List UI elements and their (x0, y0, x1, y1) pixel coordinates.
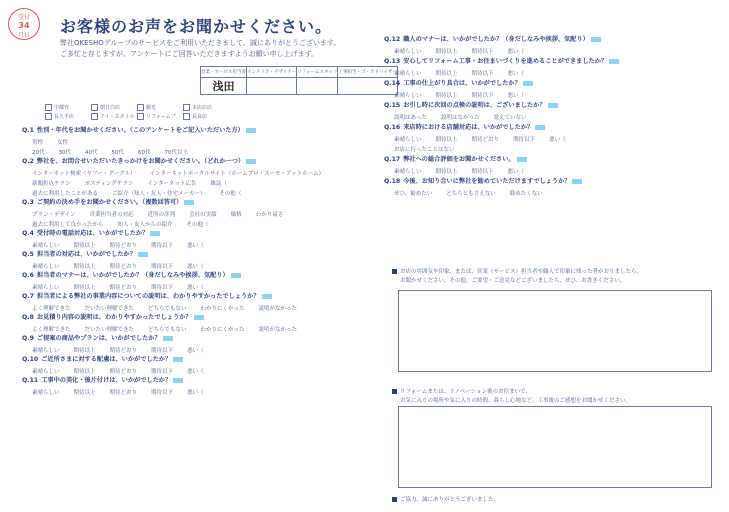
store-row (45, 113, 263, 122)
answer-option[interactable]: 期待以下 (151, 348, 174, 354)
question-text: 担当者による弊社の事業内容についての説明は、わかりやすかったでしょうか？ (36, 293, 260, 300)
question-number: Q.8 (22, 314, 34, 321)
option-row (394, 109, 714, 119)
answer-option[interactable]: 素晴らしい (32, 348, 60, 354)
highlight-mark (184, 200, 194, 205)
answer-option[interactable]: 悪い（ (507, 71, 525, 77)
comment2-line-2: お気に入りの場所や気に入りの時間、暮らし心地など、工事後のご感想をお聞かせください。 (400, 398, 632, 404)
question-number: Q.15 (384, 102, 401, 109)
answer-option[interactable]: プラン・デザイン (32, 212, 76, 218)
answer-option[interactable]: 期待どおり (109, 285, 138, 291)
answer-option[interactable]: 素晴らしい (394, 71, 422, 77)
staff-header-reform: リフォームスタッフ (297, 67, 338, 78)
option-row (32, 363, 362, 373)
highlight-mark (535, 125, 545, 130)
question-text: 職人のマナーは、いかがでしたか？（身だしなみや挨拶、気配り） (403, 36, 589, 43)
highlight-mark (138, 252, 148, 257)
answer-option[interactable]: 期待どおり (109, 348, 138, 354)
answer-option[interactable]: 近所の評判 (147, 212, 176, 218)
option-row (32, 134, 362, 144)
answer-option[interactable]: 20代 (32, 150, 45, 156)
comment2-line-1: リフォームまたは、リノベーション後のお住まいで、 (400, 389, 531, 395)
answer-option[interactable]: 悪い（ (507, 49, 525, 55)
checkbox-icon[interactable] (91, 104, 98, 111)
highlight-mark (591, 37, 601, 42)
highlight-mark (173, 357, 183, 362)
bullet-icon (392, 389, 397, 394)
answer-option[interactable]: 期待どおり (109, 243, 138, 249)
answer-option[interactable]: 期待以上 (435, 49, 458, 55)
question-text: お引し時に次回の点検の説明は、ございましたか？ (403, 102, 546, 109)
answer-option[interactable]: 素晴らしい (32, 369, 60, 375)
option-row (394, 131, 714, 141)
option-row (394, 185, 714, 195)
question-text: 来店時における店舗対応は、いかがでしたか？ (403, 124, 534, 131)
question-title (384, 78, 714, 87)
question-text: 担当者のマナーは、いかがでしたか？（身だしなみや挨拶、気配り） (36, 272, 229, 279)
question-block (384, 154, 714, 173)
answer-option[interactable]: よく理解できた (32, 306, 71, 312)
question-number: Q.14 (384, 80, 401, 87)
answer-option[interactable]: 期待以下 (471, 71, 494, 77)
answer-option[interactable]: 期待以下 (471, 93, 494, 99)
answer-option[interactable]: 素晴らしい (32, 285, 60, 291)
store-option[interactable] (91, 104, 137, 111)
store-label: 朝日白店 (100, 105, 121, 111)
question-block (22, 333, 362, 352)
highlight-mark (246, 159, 256, 164)
question-title (384, 56, 714, 65)
question-title (22, 156, 362, 165)
highlight-mark (517, 157, 527, 162)
question-title (384, 34, 714, 43)
option-row (32, 165, 362, 175)
answer-option[interactable]: 素晴らしい (32, 390, 60, 396)
question-number: Q.5 (22, 251, 34, 258)
answer-option[interactable]: 期待以下 (151, 369, 174, 375)
question-text: 工事の仕上がり具合は、いかがでしたか？ (403, 80, 521, 87)
comment1-line-1: お店の雰囲気や印象、または、営業（サービス）担当者や職人で印象に残った者がおりましたら、 (400, 269, 643, 275)
answer-option[interactable]: どちらでもない (148, 306, 187, 312)
answer-option[interactable]: 期待以上 (73, 243, 96, 249)
store-row (45, 104, 263, 113)
answer-option[interactable]: 期待以下 (513, 137, 536, 143)
left-questions (22, 125, 362, 396)
comment2-text (392, 388, 631, 406)
highlight-mark (262, 294, 272, 299)
question-text: 受付時の電話対応は、いかがでしたか？ (36, 230, 149, 237)
answer-option[interactable]: 説明がなかった (258, 327, 298, 333)
question-block (384, 176, 714, 195)
question-block (22, 312, 362, 331)
answer-option[interactable]: 期待以上 (73, 285, 96, 291)
answer-option[interactable]: 期待以上 (435, 93, 458, 99)
staff-cell-3 (297, 78, 338, 95)
question-title (22, 270, 362, 279)
answer-option[interactable]: 女性 (57, 140, 69, 146)
option-row (32, 300, 362, 310)
answer-option[interactable]: ご紹介（知人・友人・住宅メーカー） (112, 191, 206, 197)
staff-header-construction: 工事担当・ゴ・アドバイザー (338, 67, 397, 78)
answer-option[interactable]: 期待以下 (151, 285, 174, 291)
question-title (22, 312, 362, 321)
question-number: Q.18 (384, 178, 401, 185)
highlight-mark (163, 336, 173, 341)
answer-option[interactable]: どちらでもない (148, 327, 187, 333)
answer-option[interactable]: 悪い（ (187, 243, 204, 249)
answer-option[interactable]: 過去に利用したことがある (32, 191, 99, 197)
answer-option[interactable]: よく理解できた (32, 327, 71, 333)
answer-option[interactable]: インターネット広告 (147, 181, 197, 187)
answer-option[interactable]: 悪い（ (507, 169, 525, 175)
answer-option[interactable]: 期待以上 (73, 264, 96, 270)
answer-option[interactable]: 雑誌（ (210, 181, 227, 187)
option-row (32, 384, 362, 394)
question-number: Q.13 (384, 58, 401, 65)
store-label: 観光 (146, 105, 157, 111)
question-text: ご契約の決め手をお聞かせください。（複数回答可） (36, 199, 183, 206)
question-number: Q.16 (384, 124, 401, 131)
question-title (22, 197, 362, 206)
store-label: 本店店店 (192, 105, 213, 111)
checkbox-icon[interactable] (45, 104, 52, 111)
option-row (394, 163, 714, 173)
checkbox-icon[interactable] (45, 113, 52, 120)
question-block (384, 78, 714, 97)
answer-option[interactable]: 期待以上 (73, 369, 96, 375)
question-block (22, 125, 362, 154)
answer-option[interactable]: 悪い（ (187, 369, 204, 375)
checkbox-icon[interactable] (137, 113, 144, 120)
intro-line-2: ご多忙と存じますが、アンケートにご回答いただきますようお願い申し上げます。 (60, 50, 319, 58)
staff-header-sales: 営業・サービス担当者 (201, 67, 247, 78)
answer-option[interactable]: 期待以下 (471, 169, 494, 175)
checkbox-icon[interactable] (91, 113, 98, 120)
answer-option[interactable]: 期待以下 (151, 243, 174, 249)
answer-option[interactable]: わかりにくかった (200, 327, 245, 333)
comment1-text (392, 268, 642, 286)
store-label: 長良店 (192, 114, 208, 120)
question-block (22, 228, 362, 247)
answer-option[interactable]: 知人・友人からの紹介 (117, 222, 173, 228)
question-block (22, 375, 362, 394)
question-number: Q.1 (22, 127, 34, 134)
answer-option[interactable]: 期待以下 (471, 49, 494, 55)
question-block (22, 291, 362, 310)
answer-option[interactable]: 素晴らしい (394, 137, 422, 143)
answer-option[interactable]: インターネットポータルサイト（ホームプロ・スーモ・アットホーム） (149, 171, 325, 177)
question-title (384, 176, 714, 185)
answer-option[interactable]: インターネット検索（ヤフー・グーグル） (32, 171, 136, 177)
store-option[interactable] (137, 113, 183, 120)
store-option[interactable] (45, 113, 91, 120)
comment1-line-2: お聞かせください。その他、ご要望・ご意見などございましたら、ぜひ、お書きください。 (400, 278, 626, 284)
question-block (22, 197, 362, 226)
answer-option[interactable]: 会社の実績 (189, 212, 217, 218)
answer-option[interactable]: 素晴らしい (32, 243, 60, 249)
answer-option[interactable]: 新聞折込チラシ (32, 181, 71, 187)
question-text: 今後、お知り合いに弊社を勧めていただけますでしょうか？ (403, 178, 571, 185)
bullet-icon (392, 497, 397, 502)
page-title: お客様のお声をお聞かせください。 (60, 17, 333, 36)
store-label: アイ・スタイル (100, 114, 135, 120)
staff-name: 浅田 (201, 78, 247, 95)
answer-option[interactable]: わかりにくかった (200, 306, 245, 312)
question-text: 弊社への総合評価をお聞かせください。 (403, 156, 515, 163)
question-block (384, 34, 714, 53)
answer-option[interactable]: 期待以上 (435, 169, 458, 175)
answer-option[interactable]: 悪い（ (187, 348, 204, 354)
checkbox-icon[interactable] (183, 113, 190, 120)
question-block (22, 156, 362, 195)
option-row (32, 342, 362, 352)
answer-option[interactable]: どちらとも言えない (446, 191, 496, 197)
store-option[interactable] (91, 113, 137, 120)
answer-option[interactable]: 期待どおり (109, 369, 138, 375)
option-row (32, 279, 362, 289)
option-row (32, 321, 362, 331)
store-option[interactable] (45, 104, 91, 111)
answer-option[interactable]: 悪い（ (187, 264, 204, 270)
checkbox-icon[interactable] (183, 104, 190, 111)
question-title (384, 122, 714, 131)
question-title (384, 100, 714, 109)
question-text: ご提案の商品やプランは、いかがでしたか？ (36, 335, 161, 342)
stamp-bottom: 月日 (17, 32, 30, 39)
question-title (22, 125, 362, 134)
store-label: 長久手店 (54, 114, 75, 120)
option-row (32, 185, 362, 195)
answer-option[interactable]: 期待以上 (73, 348, 96, 354)
answer-option[interactable]: 70代以上 (164, 150, 188, 156)
highlight-mark (173, 378, 183, 383)
store-label: 宇都宮 (54, 105, 70, 111)
answer-option[interactable]: 期待以下 (151, 390, 174, 396)
answer-option[interactable]: 30代 (58, 150, 71, 156)
question-number: Q.7 (22, 293, 34, 300)
answer-option[interactable]: 素晴らしい (394, 169, 422, 175)
question-text: 弊社を、お問合せいただいたきっかけをお聞かせください。（どれか一つ） (36, 158, 245, 165)
answer-option[interactable]: 悪い（ (187, 285, 204, 291)
answer-option[interactable]: だいたい理解できた (84, 327, 135, 333)
question-number: Q.4 (22, 230, 34, 237)
question-title (22, 291, 362, 300)
option-row (32, 237, 362, 247)
question-text: ご近所さまに対する配慮は、いかがでしたか？ (41, 356, 172, 363)
question-text: 工事中の美化・後片付けは、いかがでしたか？ (41, 377, 172, 384)
answer-option[interactable]: 期待どおり (109, 390, 138, 396)
answer-option[interactable]: 60代 (138, 150, 151, 156)
answer-option[interactable]: 男性 (32, 140, 44, 146)
highlight-mark (523, 81, 533, 86)
question-number: Q.6 (22, 272, 34, 279)
question-block (22, 249, 362, 268)
question-number: Q.3 (22, 199, 34, 206)
answer-option[interactable]: 勧めたくない (509, 191, 543, 197)
option-row (394, 87, 714, 97)
question-number: Q.11 (22, 377, 39, 384)
answer-option[interactable]: 期待以上 (435, 71, 458, 77)
option-row (394, 43, 714, 53)
answer-option[interactable]: その他（ (219, 191, 242, 197)
intro-line-1: 弊社OKESHOグループのサービスをご利用いただきまして、誠にありがとうございます。 (60, 39, 341, 47)
question-text: 性別・年代をお聞かせください。（このアンケートをご記入いただいた方） (36, 127, 244, 134)
question-text: お見積り内容の説明は、わかりやすかったでしょうか？ (36, 314, 192, 321)
question-title (384, 154, 714, 163)
answer-option[interactable]: 価格 (230, 212, 242, 218)
checkbox-icon[interactable] (137, 104, 144, 111)
question-text: 担当者の対応は、いかがでしたか？ (36, 251, 136, 258)
answer-option[interactable]: 悪い（ (507, 93, 525, 99)
question-block (22, 270, 362, 289)
bullet-icon (392, 269, 397, 274)
highlight-mark (548, 103, 558, 108)
answer-option[interactable]: 期待どおり (471, 137, 500, 143)
question-block (22, 354, 362, 373)
answer-option[interactable]: ポスティングチラシ (84, 181, 134, 187)
answer-option[interactable]: 期待以下 (151, 264, 174, 270)
answer-option[interactable]: 営業担当者の対応 (89, 212, 134, 218)
question-number: Q.12 (384, 36, 401, 43)
option-row (32, 216, 362, 226)
answer-option[interactable]: 期待どおり (109, 264, 138, 270)
answer-option[interactable]: 悪い（ (187, 390, 204, 396)
question-number: Q.10 (22, 356, 39, 363)
highlight-mark (150, 231, 160, 236)
question-number: Q.9 (22, 335, 34, 342)
store-checklist (45, 104, 263, 122)
answer-option[interactable]: 50代 (111, 150, 124, 156)
question-block (384, 100, 714, 119)
answer-option[interactable]: 悪い（ (549, 137, 566, 143)
question-title (22, 333, 362, 342)
answer-option[interactable]: 素晴らしい (32, 264, 60, 270)
answer-option[interactable]: 40代 (85, 150, 98, 156)
question-block (384, 56, 714, 75)
question-number: Q.2 (22, 158, 34, 165)
answer-option[interactable]: ぜひ、勧めたい (394, 191, 433, 197)
answer-option[interactable]: 過去に利用して良かったから (32, 222, 104, 228)
answer-option[interactable]: 説明はなかった (440, 115, 480, 121)
answer-option[interactable]: お店に行ったことはない (394, 147, 455, 153)
option-row (32, 206, 362, 216)
option-row (32, 258, 362, 268)
store-option[interactable] (183, 104, 263, 111)
right-questions (384, 34, 714, 198)
option-row (32, 144, 362, 154)
answer-option[interactable]: 覚えていない (493, 115, 527, 121)
answer-option[interactable]: 説明がなかった (258, 306, 298, 312)
staff-cell-2 (247, 78, 297, 95)
stamp-top: 受付 (17, 14, 30, 21)
answer-option[interactable]: だいたい理解できた (84, 306, 135, 312)
answer-option[interactable]: 期待以上 (435, 137, 458, 143)
highlight-mark (194, 315, 204, 320)
question-number: Q.17 (384, 156, 401, 163)
staff-table (200, 66, 401, 95)
highlight-mark (246, 128, 256, 133)
comment1-box[interactable] (398, 290, 712, 372)
answer-option[interactable]: 説明はあった (394, 115, 427, 121)
received-stamp (8, 8, 40, 40)
stamp-number: 34 (18, 21, 30, 30)
answer-option[interactable]: その他（ (186, 222, 209, 228)
option-row (394, 65, 714, 75)
answer-option[interactable]: 期待以上 (73, 390, 96, 396)
highlight-mark (572, 179, 582, 184)
question-text: 安心してリフォーム工事・お住まいづくりを進めることができましたか？ (403, 58, 608, 65)
highlight-mark (609, 59, 619, 64)
store-option[interactable] (137, 104, 183, 111)
store-label: リフォームプ (146, 114, 176, 120)
question-block (384, 122, 714, 151)
highlight-mark (231, 273, 241, 278)
thanks-label: ご協力、誠にありがとうございました。 (400, 497, 500, 503)
answer-option[interactable]: わかり易さ (255, 212, 284, 218)
staff-header-interior: インテリア・デザイナー (247, 67, 297, 78)
answer-option[interactable]: 素晴らしい (394, 93, 422, 99)
thanks-text (392, 495, 499, 503)
comment2-box[interactable] (398, 406, 712, 488)
store-option[interactable] (183, 113, 263, 120)
answer-option[interactable]: 素晴らしい (394, 49, 422, 55)
